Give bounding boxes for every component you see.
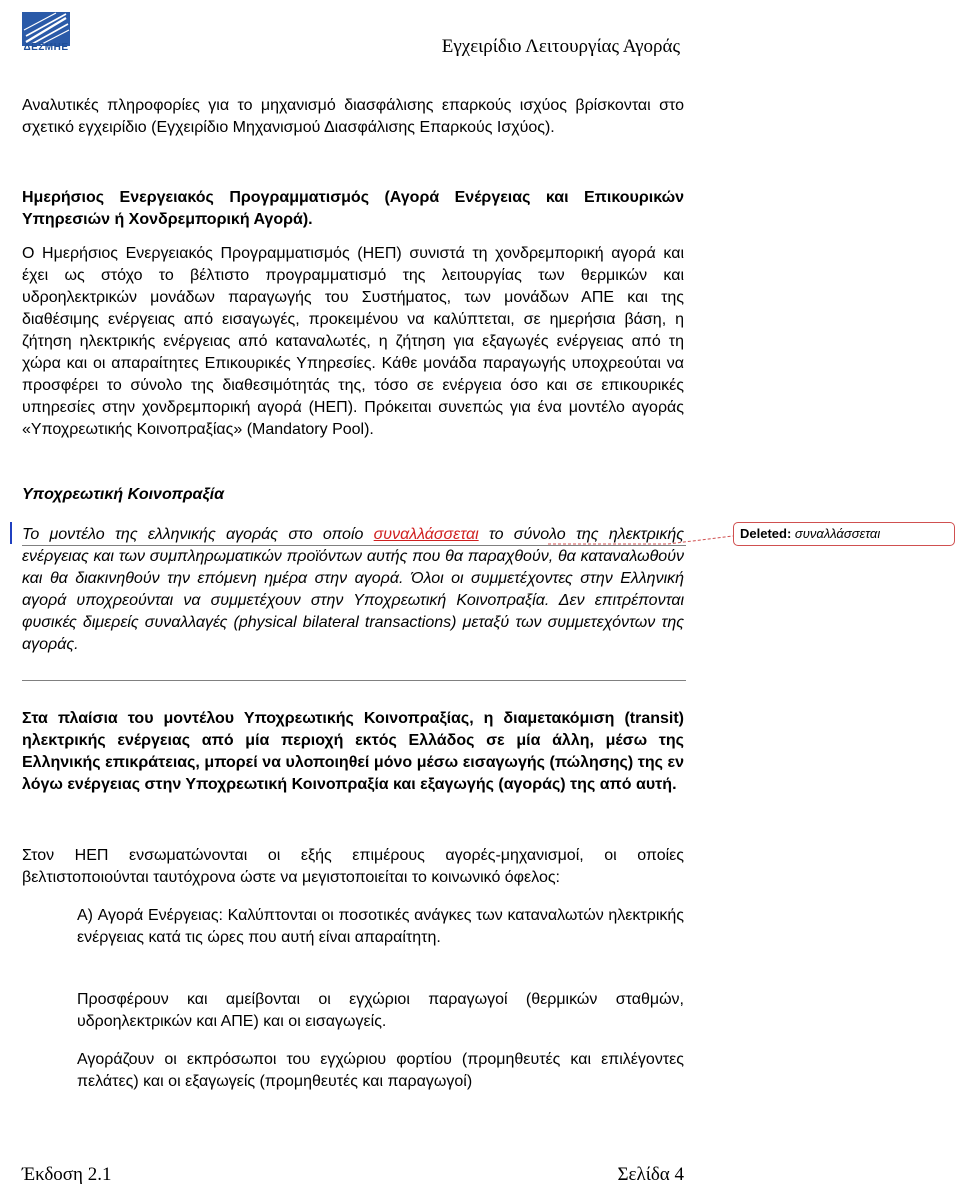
balloon-deleted-word: συναλλάσσεται (794, 526, 881, 541)
paragraph-submarkets-intro: Στον ΗΕΠ ενσωματώνονται οι εξής επιμέρους αγορές-μηχανισμοί, οι οποίες βελτιστοποιούνται ταυτόχρονα ώστε να μεγιστοποιείται το κοινωνικό όφελος: (22, 847, 684, 886)
comment-connector (548, 530, 738, 550)
item-energy-market: A) Αγορά Ενέργειας: Καλύπτονται οι ποσοτικές ανάγκες των καταναλωτών ηλεκτρικής ενέργειας κατά τις ώρες που αυτή είναι απαραίτητη. (77, 907, 684, 946)
box-text-after: το σύνολο της ηλεκτρικής ενέργειας και των συμπληρωματικών προϊόντων αυτής που θα παραχθούν, θα καταναλωθούν και θα διακινηθούν την επόμενη ημέρα στην αγορά. Όλοι οι συμμετέχοντες στην Ελληνική αγορά υποχρεούνται να συμμετέχουν στην Υποχρεωτική Κοινοπραξία. Δεν επιτρέπονται φυσικές διμερείς συναλλαγές (physical bilateral transactions) μεταξύ των συμμετεχόντων της αγοράς. (22, 526, 684, 653)
change-bar (10, 522, 12, 544)
tracked-change-bottom-rule (22, 680, 686, 681)
paragraph-transit: Στα πλαίσια του μοντέλου Υποχρεωτικής Κοινοπραξίας, η διαμετακόμιση (transit) ηλεκτρικής ενέργειας από μία περιοχή εκτός Ελλάδος σε μία άλλη, μέσω της Ελληνικής επικράτειας, μπορεί να υλοποιηθεί μόνο μέσω εισαγωγής (πώλησης) της εν λόγω ενέργειας στην Υποχρεωτική Κοινοπραξία και εξαγωγής (αγοράς) της από αυτή. (22, 710, 684, 793)
section-heading-mandatory-pool: Υποχρεωτική Κοινοπραξία (22, 486, 225, 503)
balloon-label: Deleted: (740, 526, 792, 541)
item-energy-market-sellers: Προσφέρουν και αμείβονται οι εγχώριοι παραγωγοί (θερμικών σταθμών, υδροηλεκτρικών και ΑΠΕ) και οι εισαγωγείς. (77, 991, 684, 1030)
footer-version: Έκδοση 2.1 (22, 1164, 112, 1185)
deleted-word[interactable]: συναλλάσσεται (373, 526, 479, 543)
header-title: Εγχειρίδιο Λειτουργίας Αγοράς (441, 36, 680, 57)
logo-text: ΔΕΣΜΗΕ (23, 42, 69, 53)
item-energy-market-buyers: Αγοράζουν οι εκπρόσωποι του εγχώριου φορτίου (προμηθευτές και επιλέγοντες πελάτες) και οι εξαγωγείς (προμηθευτές και παραγωγοί) (77, 1051, 684, 1090)
deleted-comment-balloon[interactable] (733, 522, 955, 546)
box-text-before: Το μοντέλο της ελληνικής αγοράς στο οποίο (22, 526, 374, 543)
paragraph-hep-description: Ο Ημερήσιος Ενεργειακός Προγραμματισμός (ΗΕΠ) συνιστά τη χονδρεμπορική αγορά και έχει ως στόχο το βέλτιστο προγραμματισμό της λειτουργίας των θερμικών και υδροηλεκτρικών μονάδων παραγωγής του Συστήματος, των μονάδων ΑΠΕ και της διαθέσιμης ενέργειας από εισαγωγές, προκειμένου να καλύπτεται, σε ημερήσια βάση, η ζήτηση ηλεκτρικής ενέργειας από καταναλωτές, η ζήτηση για εξαγωγές ενέργειας από τη χώρα και οι απαραίτητες Επικουρικές Υπηρεσίες. Κάθε μονάδα παραγωγής υποχρεούται να προσφέρει το σύνολο της διαθεσιμότητάς της, τόσο σε ενέργεια όσο και σε επικουρικές υπηρεσίες στην χονδρεμπορική αγορά (ΗΕΠ). Πρόκειται συνεπώς για ένα μοντέλο αγοράς «Υποχρεωτικής Κοινοπραξίας» (Mandatory Pool). (22, 245, 684, 438)
paragraph-adequacy-reference: Αναλυτικές πληροφορίες για το μηχανισμό διασφάλισης επαρκούς ισχύος βρίσκονται στο σχετικό εγχειρίδιο (Εγχειρίδιο Μηχανισμού Διασφάλισης Επαρκούς Ισχύος). (22, 97, 684, 136)
footer-page-number: Σελίδα 4 (617, 1164, 684, 1185)
section-heading-day-ahead: Ημερήσιος Ενεργειακός Προγραμματισμός (Αγορά Ενέργειας και Επικουρικών Υπηρεσιών ή Χονδρεμπορική Αγορά). (22, 189, 684, 228)
